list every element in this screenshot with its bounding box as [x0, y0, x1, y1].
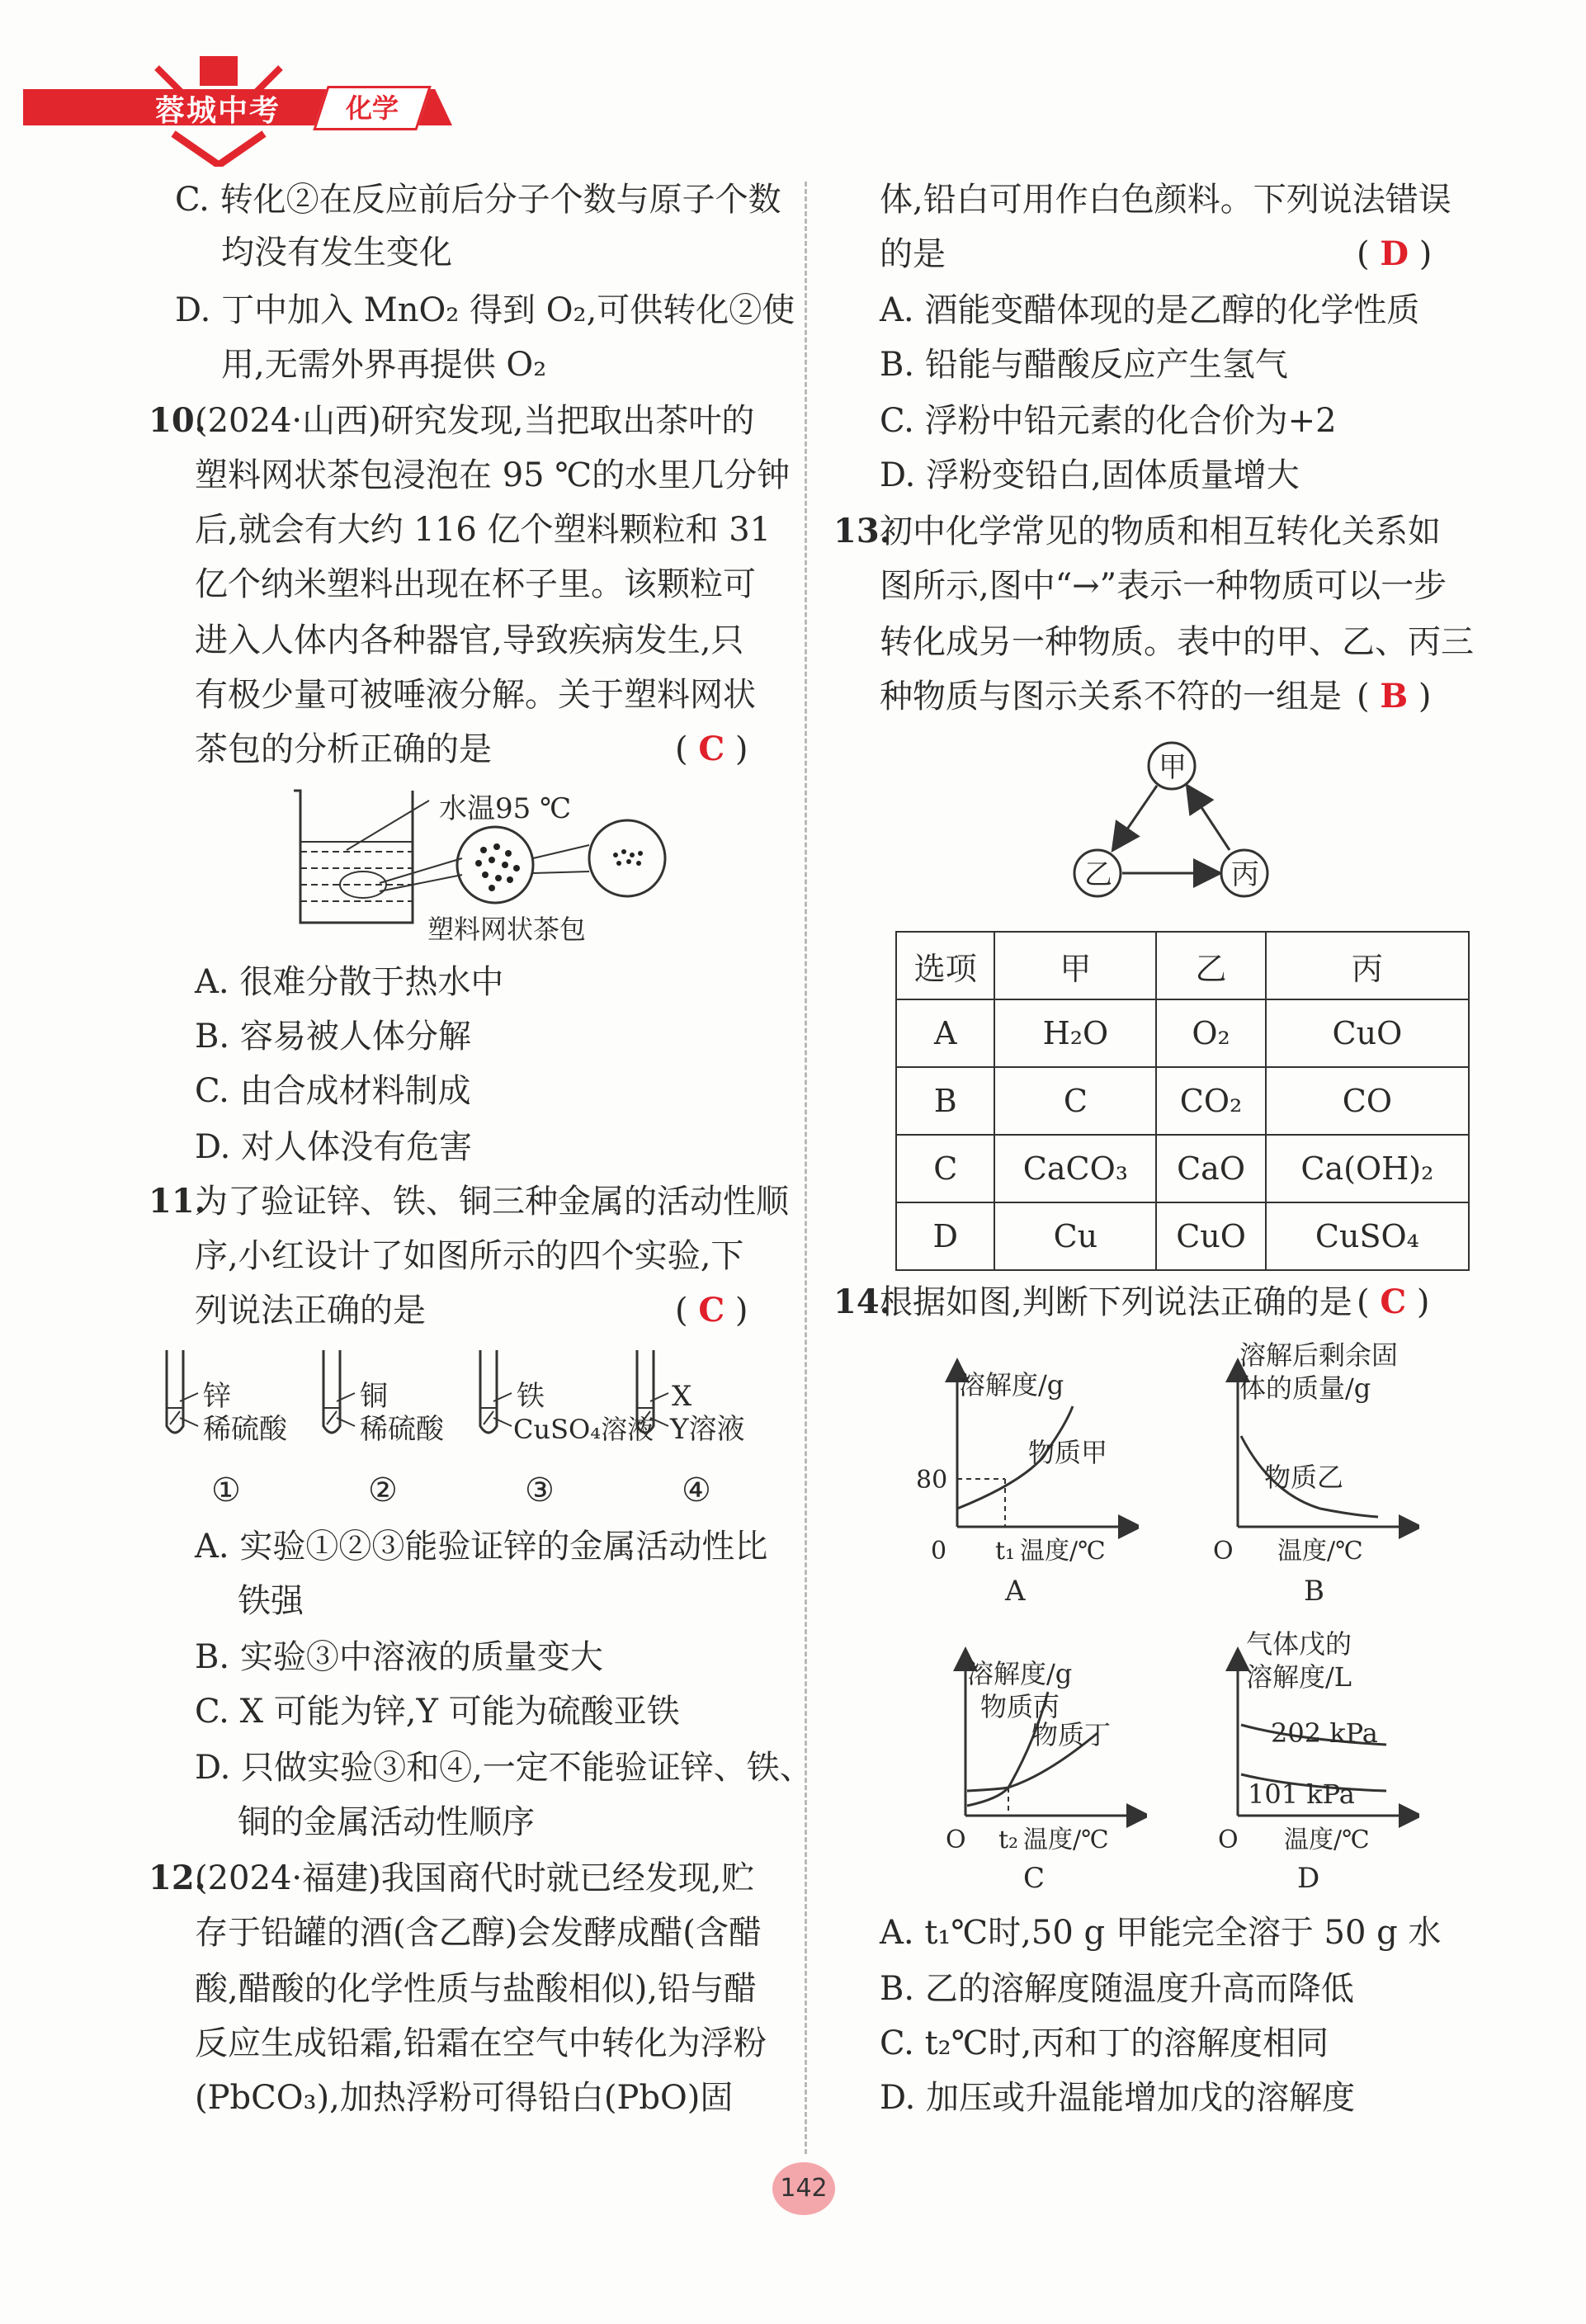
diagram-node-bing: 丙	[1231, 858, 1259, 891]
q14-number: 14.	[833, 1282, 891, 1321]
graph-d-xlabel: 温度/℃	[1284, 1826, 1370, 1854]
q11-option-b: B. 实验③中溶液的质量变大	[195, 1638, 603, 1676]
graph-d-ylabel-line1: 气体戊的	[1246, 1628, 1352, 1660]
q11-option-a-line1: A. 实验①②③能验证锌的金属活动性比	[195, 1528, 768, 1566]
table-cell: Cu	[994, 1202, 1156, 1270]
q13-stem-line: 种物质与图示关系不符的一组是	[880, 678, 1342, 716]
table-row	[896, 1135, 1469, 1202]
q12-stem-line: 反应生成铅霜,铅霜在空气中转化为浮粉	[195, 2024, 767, 2062]
graph-c-curve2-label: 物质丁	[1031, 1719, 1112, 1750]
table-cell: CaO	[1156, 1135, 1265, 1202]
q11-tube4-label: ④	[682, 1471, 711, 1509]
graph-b-curve-label: 物质乙	[1264, 1462, 1344, 1493]
graph-a-caption: A	[1005, 1575, 1026, 1608]
q11-stem-line: 列说法正确的是	[195, 1292, 426, 1330]
graph-a-ylabel: 溶解度/g	[959, 1369, 1064, 1401]
table-cell: CO	[1266, 1067, 1469, 1135]
q10-number: 10.	[149, 401, 206, 440]
q13-stem-line: 转化成另一种物质。表中的甲、乙、丙三	[880, 623, 1474, 661]
q11-tube1-solution: 稀硫酸	[203, 1413, 287, 1446]
q12-stem-line: 存于铅罐的酒(含乙醇)会发酵成醋(含醋	[195, 1914, 762, 1952]
q11-answer: ( C )	[675, 1291, 748, 1330]
q12-stem-line: (PbCO₃),加热浮粉可得铅白(PbO)固	[195, 2079, 734, 2117]
q10-stem-line: 茶包的分析正确的是	[195, 730, 492, 768]
brand-name: 蓉城中考	[155, 94, 281, 128]
graph-c-ylabel: 溶解度/g	[967, 1658, 1073, 1689]
q14-option-a: A. t₁℃时,50 g 甲能完全溶于 50 g 水	[880, 1914, 1442, 1952]
graph-c-xlabel: 温度/℃	[1023, 1826, 1109, 1854]
graph-c-caption: C	[1023, 1862, 1046, 1895]
table-header: 丙	[1266, 932, 1469, 999]
q10-answer: ( C )	[675, 730, 748, 768]
q11-tube2-solution: 稀硫酸	[360, 1413, 444, 1446]
table-header: 选项	[896, 932, 994, 999]
graph-b-caption: B	[1304, 1575, 1324, 1608]
graph-d-ylabel-line2: 溶解度/L	[1246, 1661, 1352, 1693]
graph-d-caption: D	[1297, 1862, 1320, 1895]
q12-option-c: C. 浮粉中铅元素的化合价为+2	[880, 402, 1337, 440]
q14-answer: ( C )	[1357, 1282, 1430, 1321]
table-cell: CO₂	[1156, 1067, 1265, 1135]
q9-option-d-line1: D. 丁中加入 MnO₂ 得到 O₂,可供转化②使	[175, 291, 795, 329]
table-cell: CuSO₄	[1266, 1202, 1469, 1270]
q10-stem-line: 塑料网状茶包浸泡在 95 ℃的水里几分钟	[195, 456, 791, 494]
q13-stem-line: 图所示,图中“→”表示一种物质可以一步	[880, 567, 1447, 605]
graph-a-ytick: 80	[916, 1466, 948, 1495]
q11-option-d-line2: 铜的金属活动性顺序	[238, 1803, 535, 1841]
q13-options-table	[895, 931, 1470, 1271]
q10-option-b: B. 容易被人体分解	[195, 1018, 471, 1056]
graph-b-ylabel-line1: 溶解后剩余固	[1239, 1339, 1399, 1371]
graph-c-origin: O	[946, 1826, 966, 1854]
graph-d-origin: O	[1218, 1826, 1239, 1854]
table-cell: B	[896, 1067, 994, 1135]
table-header-row	[896, 932, 1469, 999]
q11-option-d-line1: D. 只做实验③和④,一定不能验证锌、铁、	[195, 1749, 813, 1787]
column-divider	[805, 182, 807, 2154]
graph-b-ylabel-line2: 体的质量/g	[1239, 1372, 1371, 1404]
q14-stem: 根据如图,判断下列说法正确的是	[880, 1283, 1352, 1321]
q9-option-c-line2: 均没有发生变化	[221, 234, 452, 272]
table-row	[896, 999, 1469, 1067]
table-cell: H₂O	[994, 999, 1156, 1067]
q10-water-label: 水温95 ℃	[439, 792, 572, 825]
q12-option-a: A. 酒能变醋体现的是乙醇的化学性质	[880, 291, 1420, 329]
q11-tube3-metal: 铁	[517, 1380, 545, 1413]
q9-option-d-line2: 用,无需外界再提供 O₂	[221, 346, 547, 384]
table-cell: D	[896, 1202, 994, 1270]
graph-d-curve2-label: 101 kPa	[1248, 1778, 1355, 1810]
q12-option-d: D. 浮粉变铅白,固体质量增大	[880, 456, 1300, 494]
q11-tube1-metal: 锌	[203, 1380, 231, 1413]
q13-number: 13.	[833, 512, 891, 550]
q10-stem-line: (2024·山西)研究发现,当把取出茶叶的	[195, 402, 755, 440]
q14-option-c: C. t₂℃时,丙和丁的溶解度相同	[880, 2024, 1329, 2062]
q13-answer: ( B )	[1357, 677, 1432, 716]
q11-stem-line: 为了验证锌、铁、铜三种金属的活动性顺	[195, 1183, 789, 1221]
graph-b-origin: O	[1213, 1537, 1234, 1566]
subject-tab: 化学	[313, 86, 432, 130]
q11-tube4-metal: X	[672, 1380, 692, 1413]
graph-a-xtick: t₁	[995, 1537, 1016, 1566]
q10-stem-line: 进入人体内各种器官,导致疾病发生,只	[195, 621, 744, 659]
diagram-node-yi: 乙	[1084, 858, 1112, 891]
graph-a-curve-label: 物质甲	[1028, 1437, 1108, 1468]
table-cell: C	[896, 1135, 994, 1202]
q12-stem-line: (2024·福建)我国商代时就已经发现,贮	[195, 1859, 755, 1897]
q12-number: 12.	[149, 1859, 206, 1897]
table-row	[896, 1202, 1469, 1270]
graph-a-xlabel: 温度/℃	[1020, 1537, 1106, 1566]
q12-stem-line: 酸,醋酸的化学性质与盐酸相似),铅与醋	[195, 1970, 758, 2008]
table-header: 乙	[1156, 932, 1265, 999]
q14-option-b: B. 乙的溶解度随温度升高而降低	[880, 1970, 1354, 2008]
q11-option-c: C. X 可能为锌,Y 可能为硫酸亚铁	[195, 1693, 680, 1731]
table-cell: O₂	[1156, 999, 1265, 1067]
table-cell: CuO	[1266, 999, 1469, 1067]
q11-stem-line: 序,小红设计了如图所示的四个实验,下	[195, 1237, 744, 1275]
q11-tube4-solution: Y溶液	[670, 1413, 745, 1446]
graph-a-origin: 0	[931, 1537, 947, 1566]
q10-option-a: A. 很难分散于热水中	[195, 963, 504, 1001]
q10-option-d: D. 对人体没有危害	[195, 1128, 473, 1166]
q11-tube2-metal: 铜	[360, 1380, 388, 1413]
q14-option-d: D. 加压或升温能增加戊的溶解度	[880, 2079, 1356, 2117]
q11-tube3-label: ③	[525, 1471, 555, 1509]
diagram-node-jia: 甲	[1159, 751, 1187, 784]
q10-bag-label: 塑料网状茶包	[427, 914, 587, 945]
q10-stem-line: 后,就会有大约 116 亿个塑料颗粒和 31	[195, 511, 772, 549]
q12-option-b: B. 铅能与醋酸反应产生氢气	[880, 346, 1288, 384]
q9-option-c-line1: C. 转化②在反应前后分子个数与原子个数	[175, 181, 781, 219]
table-cell: CaCO₃	[994, 1135, 1156, 1202]
q10-stem-line: 亿个纳米塑料出现在杯子里。该颗粒可	[195, 565, 756, 603]
table-row	[896, 1067, 1469, 1135]
q10-stem-line: 有极少量可被唾液分解。关于塑料网状	[195, 676, 756, 714]
q11-number: 11.	[149, 1182, 206, 1221]
table-cell: C	[994, 1067, 1156, 1135]
q12-stem-cont: 的是	[880, 235, 946, 273]
q11-option-a-line2: 铁强	[238, 1582, 304, 1620]
graph-b-xlabel: 温度/℃	[1277, 1537, 1363, 1566]
table-cell: CuO	[1156, 1202, 1265, 1270]
graph-c-xtick: t₂	[998, 1826, 1019, 1854]
page-number: 142	[772, 2162, 835, 2215]
q12-stem-cont: 体,铅白可用作白色颜料。下列说法错误	[880, 181, 1451, 219]
q12-answer: ( D )	[1357, 234, 1433, 273]
graph-c-curve1-label: 物质丙	[980, 1691, 1060, 1722]
table-header: 甲	[994, 932, 1156, 999]
q10-option-c: C. 由合成材料制成	[195, 1072, 471, 1110]
q11-tube1-label: ①	[211, 1471, 241, 1509]
q11-tube3-solution: CuSO₄溶液	[513, 1414, 654, 1445]
q11-tube2-label: ②	[368, 1471, 398, 1509]
table-cell: Ca(OH)₂	[1266, 1135, 1469, 1202]
q13-stem-line: 初中化学常见的物质和相互转化关系如	[880, 513, 1441, 550]
graph-d-curve1-label: 202 kPa	[1271, 1717, 1378, 1749]
table-cell: A	[896, 999, 994, 1067]
